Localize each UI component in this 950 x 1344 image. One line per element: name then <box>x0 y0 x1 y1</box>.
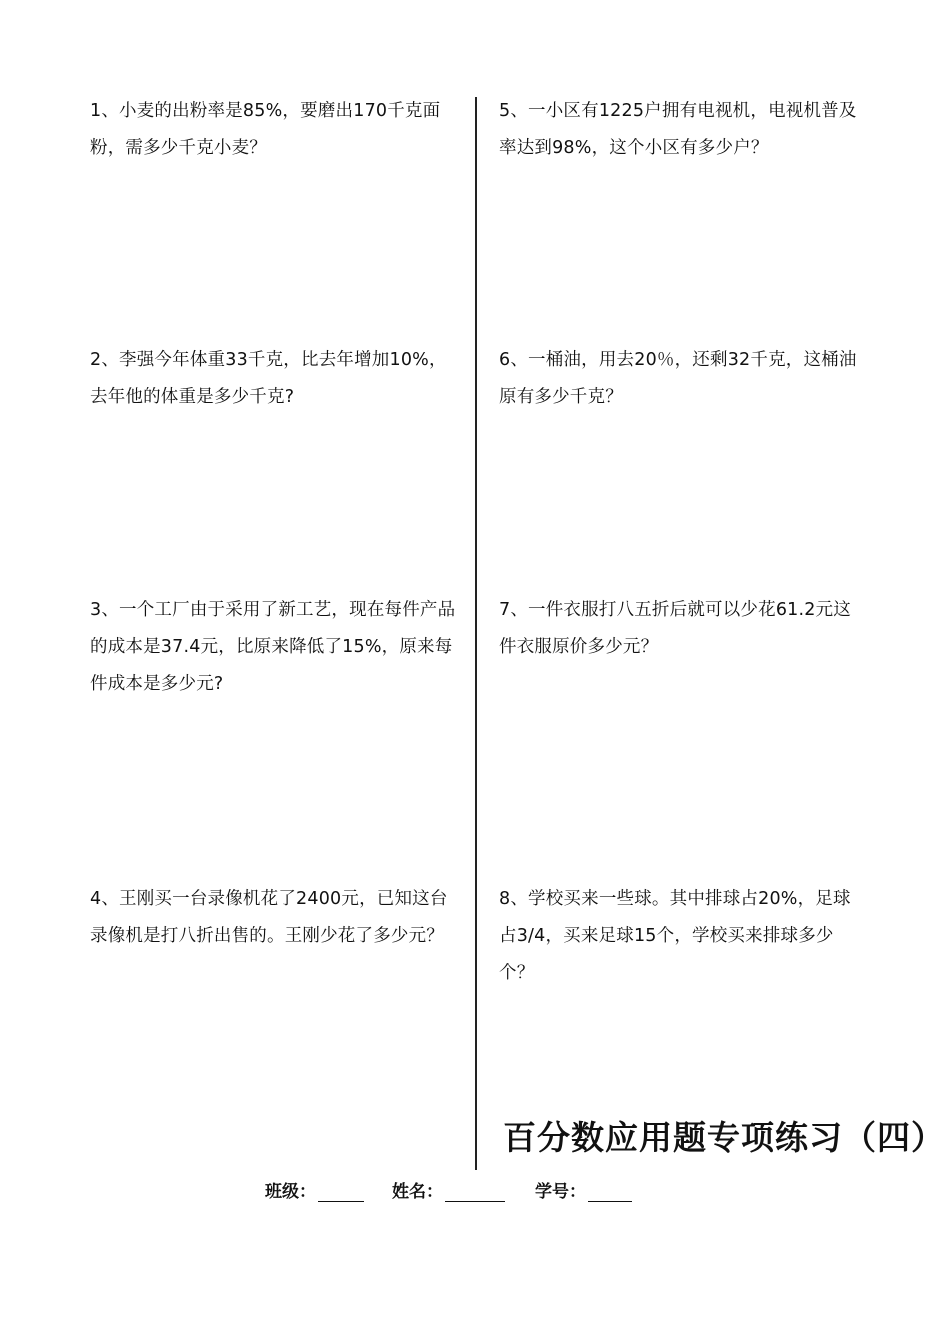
class-field[interactable] <box>265 1177 364 1202</box>
class-label: 班级： <box>265 1182 316 1202</box>
name-field[interactable] <box>392 1177 505 1202</box>
problem-4: 4、王刚买一台录像机花了2400元，已知这台录像机是打八折出售的。王刚少花了多少元？ <box>90 889 448 946</box>
problem-5: 5、一小区有1225户拥有电视机，电视机普及率达到98%，这个小区有多少户？ <box>499 101 857 158</box>
student-id-blank[interactable] <box>588 1183 632 1202</box>
problem-7: 7、一件衣服打八五折后就可以少花61.2元这件衣服原价多少元？ <box>499 600 851 657</box>
name-label: 姓名： <box>392 1182 443 1202</box>
problem-3: 3、一个工厂由于采用了新工艺，现在每件产品的成本是37.4元，比原来降低了15%，原来每件成本是多少元? <box>90 600 456 694</box>
column-divider <box>475 97 477 1170</box>
problem-8: 8、学校买来一些球。其中排球占20%，足球占3/4，买来足球15个，学校买来排球多少个？ <box>499 889 851 983</box>
class-blank[interactable] <box>318 1183 364 1202</box>
student-info <box>265 1177 632 1202</box>
name-blank[interactable] <box>445 1183 505 1202</box>
problem-6: 6、一桶油，用去20％，还剩32千克，这桶油原有多少千克？ <box>499 350 857 407</box>
problem-2: 2、李强今年体重33千克，比去年增加10%，去年他的体重是多少千克? <box>90 350 447 407</box>
student-id-field[interactable] <box>535 1177 632 1202</box>
worksheet-title: 百分数应用题专项练习（四） <box>503 1118 945 1157</box>
problem-1: 1、小麦的出粉率是85%，要磨出170千克面粉，需多少千克小麦？ <box>90 101 441 158</box>
student-id-label: 学号： <box>535 1182 586 1202</box>
